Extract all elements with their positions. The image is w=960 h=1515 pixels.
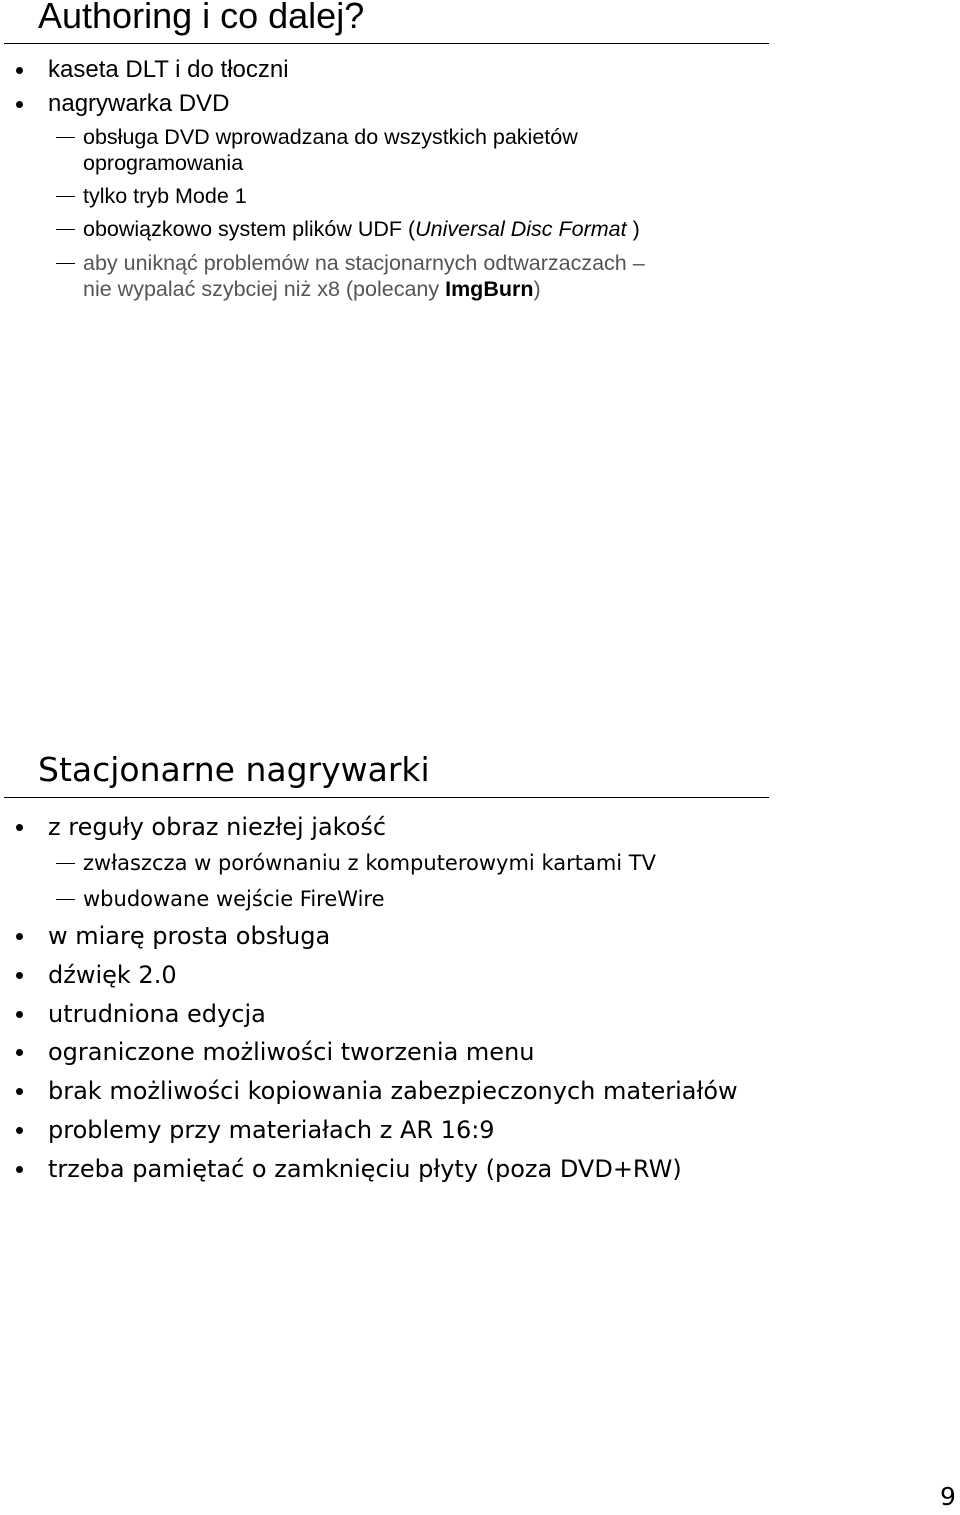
page-number: 9 bbox=[940, 1482, 956, 1511]
item-text: problemy przy materiałach z AR 16:9 bbox=[48, 1116, 495, 1144]
item-text: obsługa DVD wprowadzana do wszystkich pakietów bbox=[83, 125, 578, 149]
item-text: brak możliwości kopiowania zabezpieczonych materiałów bbox=[48, 1077, 738, 1105]
item-text: trzeba pamiętać o zamknięciu płyty (poza DVD+RW) bbox=[48, 1155, 682, 1183]
item-text: oprogramowania bbox=[83, 151, 244, 175]
item-text: kaseta DLT i do tłoczni bbox=[48, 56, 289, 83]
bullet-icon bbox=[16, 101, 23, 108]
bullet-icon bbox=[16, 972, 23, 979]
item-text: aby uniknąć problemów na stacjonarnych odtwarzaczach – bbox=[83, 251, 645, 275]
bullet-icon bbox=[16, 1011, 23, 1018]
item-text: wbudowane wejście FireWire bbox=[83, 887, 385, 911]
item-text: tylko tryb Mode 1 bbox=[83, 184, 247, 208]
item-text: obowiązkowo system plików UDF (Universal Disc Format ) bbox=[83, 217, 640, 241]
dash-icon bbox=[56, 863, 75, 864]
item-text: zwłaszcza w porównaniu z komputerowymi kartami TV bbox=[83, 851, 656, 875]
bullet-icon bbox=[16, 1088, 23, 1095]
bullet-icon bbox=[16, 1166, 23, 1173]
item-text: dźwięk 2.0 bbox=[48, 961, 177, 989]
dash-icon bbox=[56, 196, 75, 197]
item-text: ograniczone możliwości tworzenia menu bbox=[48, 1038, 535, 1066]
slide-title: Stacjonarne nagrywarki bbox=[38, 750, 430, 789]
item-text: nagrywarka DVD bbox=[48, 90, 230, 117]
bullet-icon bbox=[16, 824, 23, 831]
bullet-icon bbox=[16, 67, 23, 74]
dash-icon bbox=[56, 229, 75, 230]
emphasis-text: Universal Disc Format bbox=[415, 217, 627, 241]
slide-title: Authoring i co dalej? bbox=[38, 0, 365, 36]
bullet-icon bbox=[16, 933, 23, 940]
dash-icon bbox=[56, 899, 75, 900]
item-text: z reguły obraz niezłej jakość bbox=[48, 813, 387, 841]
bullet-icon bbox=[16, 1049, 23, 1056]
title-underline bbox=[4, 797, 769, 798]
dash-icon bbox=[56, 137, 75, 138]
item-text: utrudniona edycja bbox=[48, 1000, 266, 1028]
strong-text: ImgBurn bbox=[445, 277, 534, 301]
title-underline bbox=[4, 43, 769, 44]
item-text: w miarę prosta obsługa bbox=[48, 922, 331, 950]
item-text: nie wypalać szybciej niż x8 (polecany ImgBurn) bbox=[83, 277, 541, 301]
bullet-icon bbox=[16, 1127, 23, 1134]
dash-icon bbox=[56, 263, 75, 264]
